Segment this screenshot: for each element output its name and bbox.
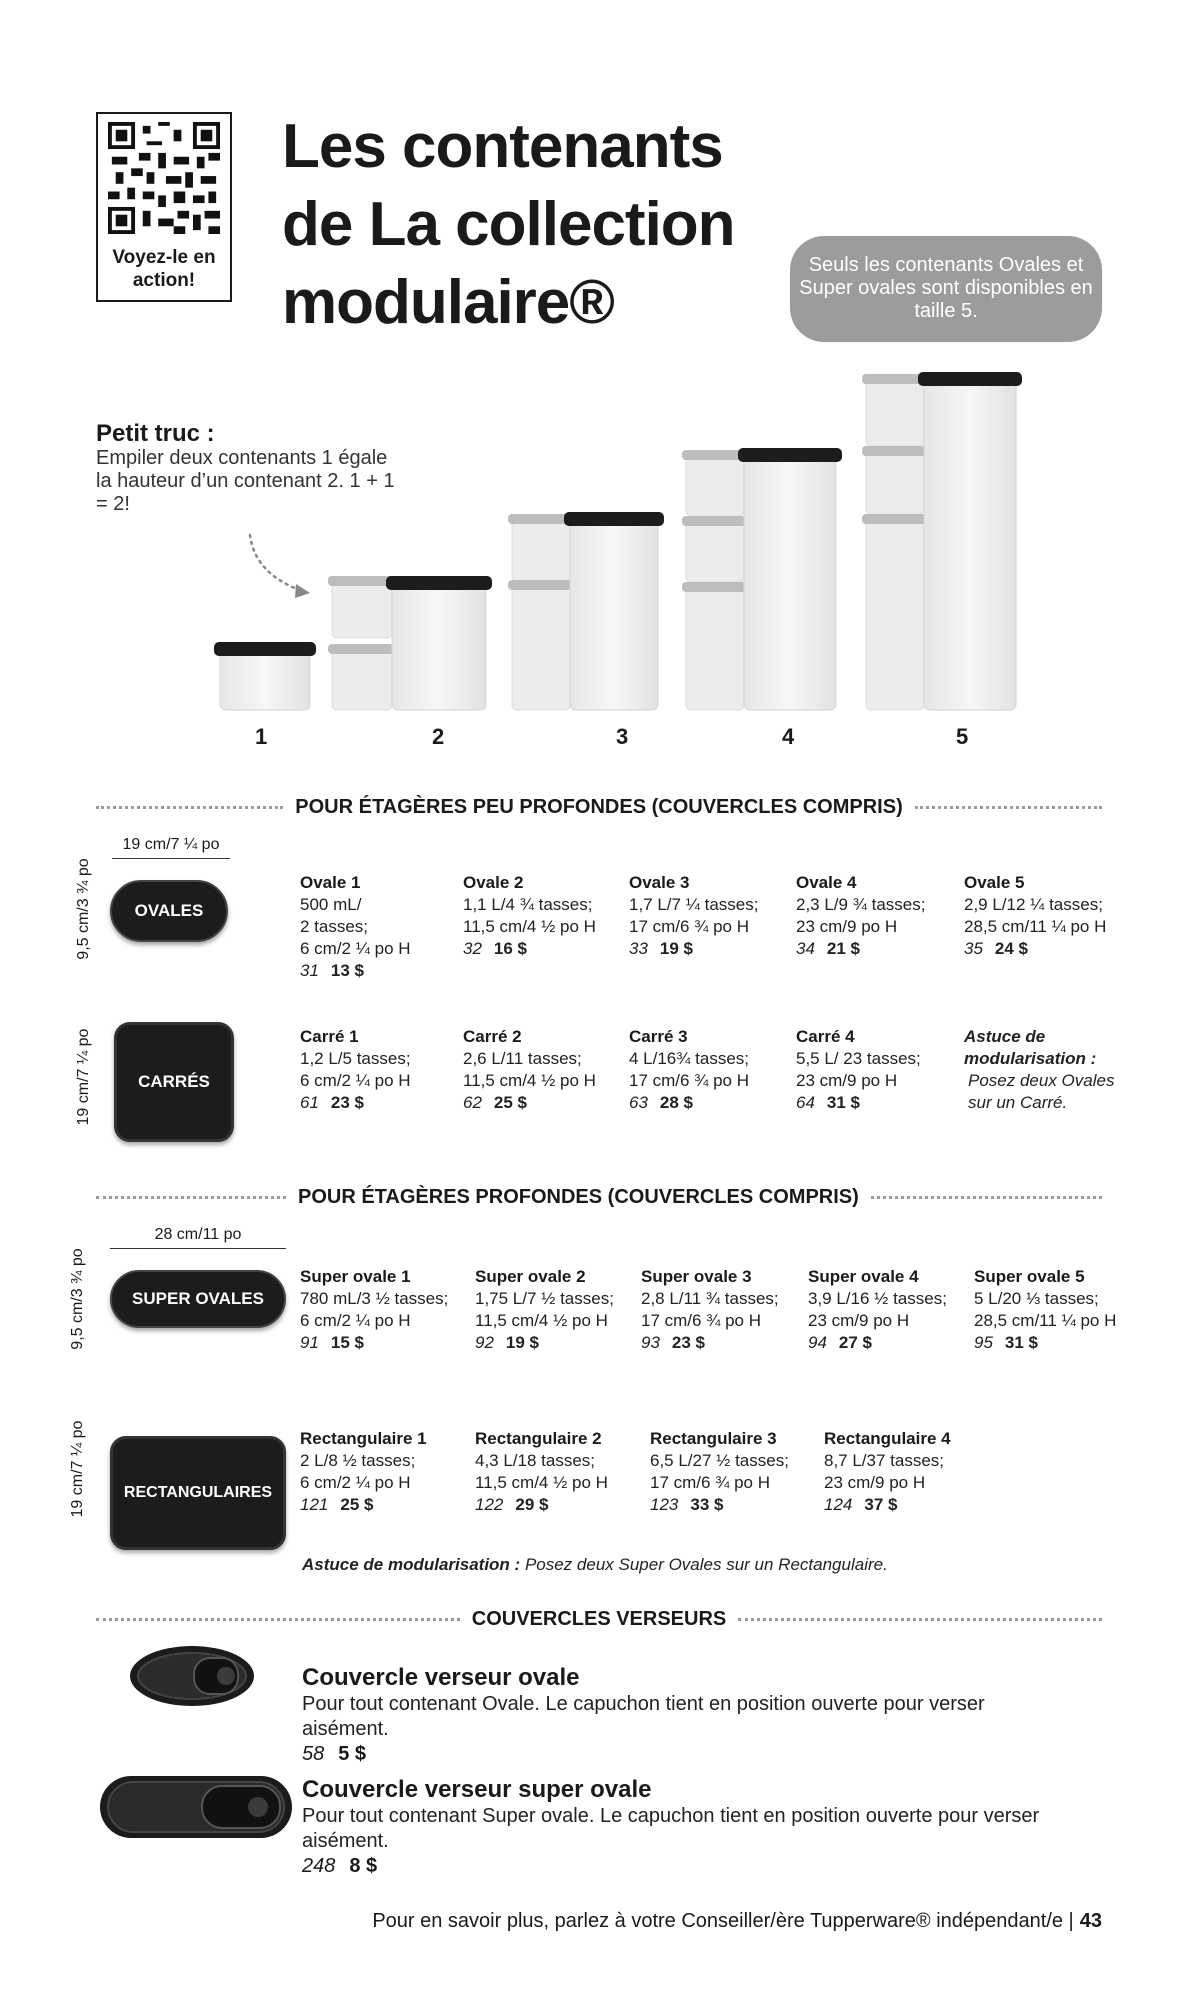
product-name: Carré 4 (796, 1027, 855, 1046)
product-price: 25 $ (340, 1495, 374, 1514)
tip-text: Posez deux Ovales sur un Carré. (968, 1071, 1115, 1112)
lid-description: Pour tout contenant Super ovale. Le capuchon tient en position ouverte pour verser aisément. (302, 1805, 1040, 1852)
product-price: 31 $ (1004, 1333, 1039, 1352)
product-capacity: 1,75 L/7 ½ tasses; (475, 1289, 614, 1308)
product-carre-3 (629, 1026, 799, 1114)
page-title (282, 108, 842, 342)
product-price: 29 $ (515, 1495, 549, 1514)
product-price: 31 $ (826, 1093, 861, 1112)
product-price: 8 $ (349, 1855, 378, 1877)
size-label-1: 1 (255, 724, 268, 749)
product-carre-2 (463, 1026, 633, 1114)
tip-text: Posez deux Super Ovales sur un Rectangulaire. (524, 1555, 888, 1574)
product-ovale-3 (629, 872, 799, 960)
product-super-ovale-2 (475, 1266, 645, 1354)
product-rectangulaire-3 (650, 1428, 825, 1516)
product-height: 23 cm/9 po H (808, 1311, 910, 1330)
product-code: 31 (300, 961, 319, 980)
product-capacity-cont: 2 tasses; (300, 917, 369, 936)
product-height: 28,5 cm/11 ¼ po H (974, 1311, 1117, 1330)
container-size-1 (214, 642, 316, 710)
product-capacity: 1,7 L/7 ¼ tasses; (629, 895, 759, 914)
qr-code-icon (108, 122, 220, 234)
container-size-5 (862, 372, 1022, 710)
tip-title: Astuce de modularisation : (964, 1027, 1097, 1068)
product-price: 13 $ (330, 961, 365, 980)
product-name: Carré 3 (629, 1027, 688, 1046)
container-size-3 (508, 512, 664, 710)
section-header-lids (96, 1604, 1102, 1634)
product-capacity: 6,5 L/27 ½ tasses; (650, 1451, 789, 1470)
product-price: 37 $ (864, 1495, 898, 1514)
product-capacity: 5,5 L/ 23 tasses; (796, 1049, 921, 1068)
dotted-rule (871, 1196, 1102, 1199)
dimension-text: 19 cm/7 ¼ po (75, 1028, 92, 1126)
product-name: Super ovale 5 (974, 1267, 1085, 1286)
product-super-ovale-5 (974, 1266, 1154, 1354)
tip-title: Petit truc : (96, 420, 215, 447)
product-price: 23 $ (671, 1333, 706, 1352)
product-code: 62 (463, 1093, 482, 1112)
lid-oval (302, 1664, 1062, 1767)
dimension-text: 28 cm/11 po (154, 1226, 242, 1243)
super-ovales-width-dimension (110, 1226, 286, 1249)
product-capacity: 8,7 L/37 tasses; (824, 1451, 945, 1470)
product-name: Ovale 1 (300, 873, 361, 892)
lid-super-oval (302, 1776, 1102, 1879)
page-number: 43 (1079, 1910, 1102, 1932)
size-label-4: 4 (782, 724, 795, 749)
dotted-rule (96, 1618, 460, 1621)
product-height: 11,5 cm/4 ½ po H (463, 1071, 596, 1090)
product-capacity: 1,1 L/4 ¾ tasses; (463, 895, 593, 914)
product-price: 21 $ (826, 939, 861, 958)
product-rectangulaire-4 (824, 1428, 999, 1516)
title-line: de La collection (282, 190, 735, 259)
size-label-3: 3 (616, 724, 629, 749)
product-name: Carré 1 (300, 1027, 359, 1046)
carres-modular-tip (964, 1026, 1124, 1114)
product-code: 248 (302, 1855, 336, 1877)
title-line: Les contenants (282, 112, 723, 181)
availability-note: Seuls les contenants Ovales et Super ovales sont disponibles en taille 5. (790, 236, 1102, 342)
lid-title: Couvercle verseur ovale (302, 1664, 580, 1691)
oval-pour-lid-image (128, 1644, 258, 1710)
product-capacity: 2,8 L/11 ¾ tasses; (641, 1289, 779, 1308)
product-code: 34 (796, 939, 815, 958)
product-price: 28 $ (659, 1093, 694, 1112)
section-header-deep (96, 1182, 1102, 1212)
product-price: 16 $ (493, 939, 528, 958)
product-super-ovale-1 (300, 1266, 475, 1354)
product-price: 15 $ (330, 1333, 365, 1352)
product-capacity: 2,9 L/12 ¼ tasses; (964, 895, 1103, 914)
product-capacity: 3,9 L/16 ½ tasses; (808, 1289, 947, 1308)
product-height: 6 cm/2 ¼ po H (300, 1473, 411, 1492)
product-height: 6 cm/2 ¼ po H (300, 939, 411, 958)
ovales-width-dimension (112, 836, 230, 859)
product-carre-1 (300, 1026, 460, 1114)
product-capacity: 2,3 L/9 ¾ tasses; (796, 895, 926, 914)
product-price: 27 $ (838, 1333, 873, 1352)
product-capacity: 780 mL/3 ½ tasses; (300, 1289, 449, 1308)
product-capacity: 2 L/8 ½ tasses; (300, 1451, 416, 1470)
size-label-2: 2 (432, 724, 445, 749)
product-height: 11,5 cm/4 ½ po H (463, 917, 596, 936)
title-line: modulaire® (282, 268, 614, 337)
containers-illustration (200, 370, 1040, 720)
dotted-rule (738, 1618, 1102, 1621)
product-price: 25 $ (493, 1093, 528, 1112)
product-name: Super ovale 3 (641, 1267, 752, 1286)
product-height: 11,5 cm/4 ½ po H (475, 1473, 608, 1492)
product-name: Ovale 2 (463, 873, 524, 892)
product-rectangulaire-2 (475, 1428, 650, 1516)
product-height: 17 cm/6 ¾ po H (629, 1071, 750, 1090)
product-capacity: 5 L/20 ⅓ tasses; (974, 1289, 1099, 1308)
product-code: 93 (641, 1333, 660, 1352)
dimension-text: 9,5 cm/3 ¾ po (69, 1248, 86, 1350)
footer-text: Pour en savoir plus, parlez à votre Conseiller/ère Tupperware® indépendant/e | (372, 1910, 1074, 1932)
super-oval-pour-lid-image (98, 1772, 294, 1842)
product-code: 95 (974, 1333, 993, 1352)
lid-title: Couvercle verseur super ovale (302, 1776, 652, 1803)
dimension-line (112, 858, 230, 859)
product-price: 23 $ (330, 1093, 365, 1112)
product-capacity: 2,6 L/11 tasses; (463, 1049, 582, 1068)
product-height: 6 cm/2 ¼ po H (300, 1071, 411, 1090)
product-name: Super ovale 4 (808, 1267, 919, 1286)
lid-description: Pour tout contenant Ovale. Le capuchon tient en position ouverte pour verser aisément. (302, 1693, 985, 1740)
carres-badge: CARRÉS (114, 1022, 234, 1142)
product-name: Rectangulaire 3 (650, 1429, 777, 1448)
container-size-2 (328, 576, 492, 710)
product-code: 58 (302, 1743, 325, 1765)
product-height: 23 cm/9 po H (796, 1071, 898, 1090)
product-code: 121 (300, 1495, 329, 1514)
dimension-text: 19 cm/7 ¼ po (69, 1420, 86, 1518)
section-header-shallow (96, 792, 1102, 822)
product-height: 6 cm/2 ¼ po H (300, 1311, 411, 1330)
product-height: 17 cm/6 ¾ po H (650, 1473, 771, 1492)
product-code: 35 (964, 939, 983, 958)
tip-title: Astuce de modularisation : (302, 1555, 521, 1574)
product-code: 32 (463, 939, 482, 958)
product-name: Ovale 5 (964, 873, 1025, 892)
product-name: Carré 2 (463, 1027, 522, 1046)
product-price: 5 $ (338, 1743, 367, 1765)
product-super-ovale-4 (808, 1266, 978, 1354)
qr-code-box[interactable] (96, 112, 232, 302)
product-code: 92 (475, 1333, 494, 1352)
product-height: 11,5 cm/4 ½ po H (475, 1311, 608, 1330)
dimension-text: 9,5 cm/3 ¾ po (75, 858, 92, 960)
product-height: 28,5 cm/11 ¼ po H (964, 917, 1107, 936)
product-ovale-1 (300, 872, 460, 982)
product-price: 19 $ (505, 1333, 540, 1352)
dotted-rule (96, 1196, 286, 1199)
product-ovale-5 (964, 872, 1144, 960)
product-code: 64 (796, 1093, 815, 1112)
product-name: Ovale 4 (796, 873, 857, 892)
section-title: POUR ÉTAGÈRES PROFONDES (COUVERCLES COMPRIS) (298, 1185, 859, 1208)
product-code: 122 (475, 1495, 504, 1514)
section-title: POUR ÉTAGÈRES PEU PROFONDES (COUVERCLES COMPRIS) (295, 795, 903, 818)
dimension-text: 19 cm/7 ¼ po (122, 836, 220, 853)
product-price: 24 $ (994, 939, 1029, 958)
product-height: 23 cm/9 po H (824, 1473, 926, 1492)
tip-text: Empiler deux contenants 1 égale la hauteur d’un contenant 2. 1 + 1 = 2! (96, 447, 395, 515)
product-height: 23 cm/9 po H (796, 917, 898, 936)
product-carre-4 (796, 1026, 966, 1114)
product-name: Rectangulaire 2 (475, 1429, 602, 1448)
qr-caption: Voyez-le en action! (112, 247, 216, 291)
product-ovale-4 (796, 872, 966, 960)
product-code: 94 (808, 1333, 827, 1352)
dotted-rule (915, 806, 1102, 809)
product-capacity: 1,2 L/5 tasses; (300, 1049, 411, 1068)
rectangulaires-badge: RECTANGULAIRES (110, 1436, 286, 1550)
product-capacity: 500 mL/ (300, 895, 362, 914)
product-code: 123 (650, 1495, 679, 1514)
product-height: 17 cm/6 ¾ po H (629, 917, 750, 936)
product-price: 33 $ (690, 1495, 724, 1514)
ovales-badge: OVALES (110, 880, 228, 942)
product-name: Ovale 3 (629, 873, 690, 892)
product-name: Rectangulaire 4 (824, 1429, 951, 1448)
size-label-5: 5 (956, 724, 969, 749)
product-code: 91 (300, 1333, 319, 1352)
product-price: 19 $ (659, 939, 694, 958)
product-height: 17 cm/6 ¾ po H (641, 1311, 762, 1330)
product-rectangulaire-1 (300, 1428, 475, 1516)
product-capacity: 4 L/16¾ tasses; (629, 1049, 750, 1068)
container-size-4 (682, 448, 842, 710)
product-code: 124 (824, 1495, 853, 1514)
product-ovale-2 (463, 872, 633, 960)
product-name: Super ovale 1 (300, 1267, 411, 1286)
product-capacity: 4,3 L/18 tasses; (475, 1451, 596, 1470)
super-ovales-badge: SUPER OVALES (110, 1270, 286, 1328)
product-super-ovale-3 (641, 1266, 811, 1354)
rectangulaires-modular-tip (302, 1554, 1102, 1576)
product-name: Rectangulaire 1 (300, 1429, 427, 1448)
section-title: COUVERCLES VERSEURS (471, 1607, 727, 1630)
dotted-rule (96, 806, 283, 809)
product-name: Super ovale 2 (475, 1267, 586, 1286)
product-code: 61 (300, 1093, 319, 1112)
product-code: 63 (629, 1093, 648, 1112)
product-code: 33 (629, 939, 648, 958)
dimension-line (110, 1248, 286, 1249)
footer (372, 1910, 1102, 1933)
